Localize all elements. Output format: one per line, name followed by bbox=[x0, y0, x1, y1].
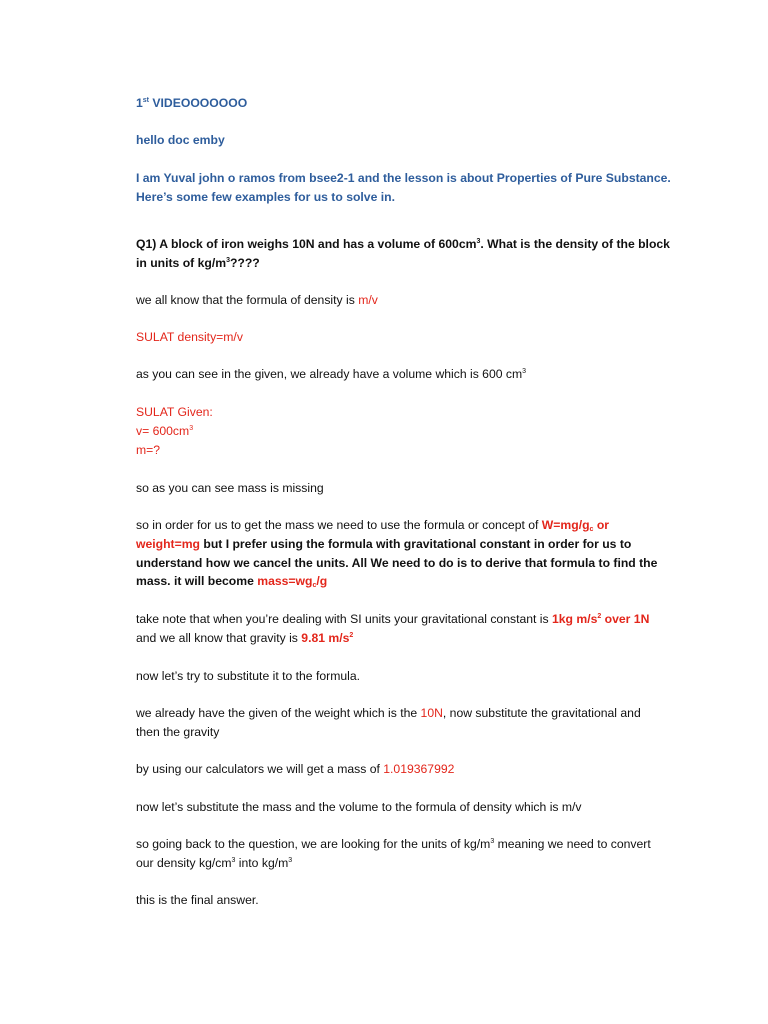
note-paragraph-line-1 bbox=[136, 611, 649, 627]
order-text-a: so in order for us to get the mass we need to use the formula or concept of bbox=[136, 518, 542, 532]
given-text: as you can see in the given, we already have a volume which is 600 cm bbox=[136, 367, 523, 381]
title-superscript: st bbox=[142, 97, 150, 104]
order-formula-mass-tail: /g bbox=[316, 574, 328, 588]
note-gravity bbox=[301, 631, 353, 645]
order-paragraph-line-2 bbox=[136, 536, 631, 552]
order-formula-mass bbox=[257, 574, 327, 588]
order-formula-mass-sub: c bbox=[312, 582, 317, 589]
final-answer-line: this is the final answer. bbox=[136, 893, 259, 907]
formula-highlight: m/v bbox=[358, 293, 378, 307]
weight-paragraph-line-2: then the gravity bbox=[136, 725, 220, 739]
q1-sup-1: 3 bbox=[476, 238, 481, 245]
formula-text: we all know that the formula of density is bbox=[136, 293, 359, 307]
order-formula-w bbox=[542, 518, 609, 532]
back-sup-2: 3 bbox=[231, 857, 236, 864]
order-paragraph-line-1 bbox=[136, 517, 609, 533]
note-paragraph-line-2 bbox=[136, 630, 353, 646]
note-constant-text: 1kg m/s bbox=[551, 612, 598, 626]
calculator-line bbox=[136, 761, 454, 777]
question-1-line-1 bbox=[136, 236, 670, 252]
doc-title bbox=[136, 95, 247, 111]
order-paragraph-line-4 bbox=[136, 573, 327, 589]
back-sup-3: 3 bbox=[288, 857, 293, 864]
greeting-line: hello doc emby bbox=[136, 133, 225, 147]
back-text-d: into kg/m bbox=[235, 856, 289, 870]
note-gravity-sup: 2 bbox=[349, 632, 354, 639]
q1-text-c: in units of kg/m bbox=[136, 256, 227, 270]
weight-text-b: , now substitute the gravitational and bbox=[442, 706, 641, 720]
q1-sup-2: 3 bbox=[226, 257, 230, 264]
note-constant bbox=[552, 612, 649, 626]
given-paragraph bbox=[136, 366, 526, 382]
order-formula-w-text: W=mg/g bbox=[541, 518, 590, 532]
order-paragraph-line-3: understand how we cancel the units. All We need to do is to derive that formula to find the bbox=[136, 556, 658, 570]
q1-text-b: . What is the density of the block bbox=[480, 237, 670, 251]
q1-text-a: Q1) A block of iron weighs 10N and has a volume of 600cm bbox=[136, 237, 477, 251]
order-text-c: mass. it will become bbox=[136, 574, 258, 588]
note-text-b: and we all know that gravity is bbox=[136, 631, 302, 645]
intro-line-1: I am Yuval john o ramos from bsee2-1 and the lesson is about Properties of Pure Substance. bbox=[136, 171, 671, 185]
mass-volume-line: now let’s substitute the mass and the volume to the formula of density which is m/v bbox=[136, 800, 582, 814]
question-1-line-2 bbox=[136, 255, 260, 271]
weight-paragraph-line-1 bbox=[136, 705, 641, 721]
title-text: VIDEOOOOOOO bbox=[149, 96, 248, 110]
intro-line-2: Here’s some few examples for us to solve in. bbox=[136, 190, 395, 204]
order-formula-w-sub: c bbox=[589, 526, 594, 533]
back-paragraph-line-1 bbox=[136, 836, 651, 852]
sulat-given-line-2 bbox=[136, 423, 193, 439]
calculator-text: by using our calculators we will get a mass of bbox=[136, 762, 384, 776]
sulat-given-line-3: m=? bbox=[136, 443, 161, 457]
back-sup-1: 3 bbox=[490, 838, 495, 845]
missing-mass-line: so as you can see mass is missing bbox=[136, 481, 324, 495]
order-formula-mass-text: mass=wg bbox=[257, 574, 313, 588]
q1-text-d: ???? bbox=[229, 256, 260, 270]
back-text-a: so going back to the question, we are looking for the units of kg/m bbox=[136, 837, 491, 851]
back-text-c: our density kg/cm bbox=[136, 856, 232, 870]
sulat-given-line-1: SULAT Given: bbox=[136, 405, 213, 419]
note-text-a: take note that when you’re dealing with SI units your gravitational constant is bbox=[136, 612, 552, 626]
weight-value: 10N bbox=[420, 706, 443, 720]
sulat-density-line: SULAT density=m/v bbox=[136, 330, 243, 344]
calculator-value: 1.019367992 bbox=[383, 762, 455, 776]
note-constant-tail: over 1N bbox=[601, 612, 650, 626]
note-gravity-text: 9.81 m/s bbox=[301, 631, 350, 645]
order-formula-w-or: or bbox=[593, 518, 610, 532]
substitute-line: now let’s try to substitute it to the formula. bbox=[136, 669, 360, 683]
given-sup: 3 bbox=[522, 368, 527, 375]
back-paragraph-line-2 bbox=[136, 855, 292, 871]
formula-paragraph bbox=[136, 292, 378, 308]
back-text-b: meaning we need to convert bbox=[494, 837, 651, 851]
note-constant-sup: 2 bbox=[597, 613, 602, 620]
order-formula-weight: weight=mg bbox=[136, 537, 200, 551]
title-number: 1 bbox=[136, 96, 143, 110]
order-text-b: but I prefer using the formula with gravitational constant in order for us to bbox=[200, 537, 632, 551]
sulat-given-sup: 3 bbox=[189, 425, 194, 432]
weight-text-a: we already have the given of the weight which is the bbox=[136, 706, 421, 720]
sulat-given-volume: v= 600cm bbox=[136, 424, 190, 438]
